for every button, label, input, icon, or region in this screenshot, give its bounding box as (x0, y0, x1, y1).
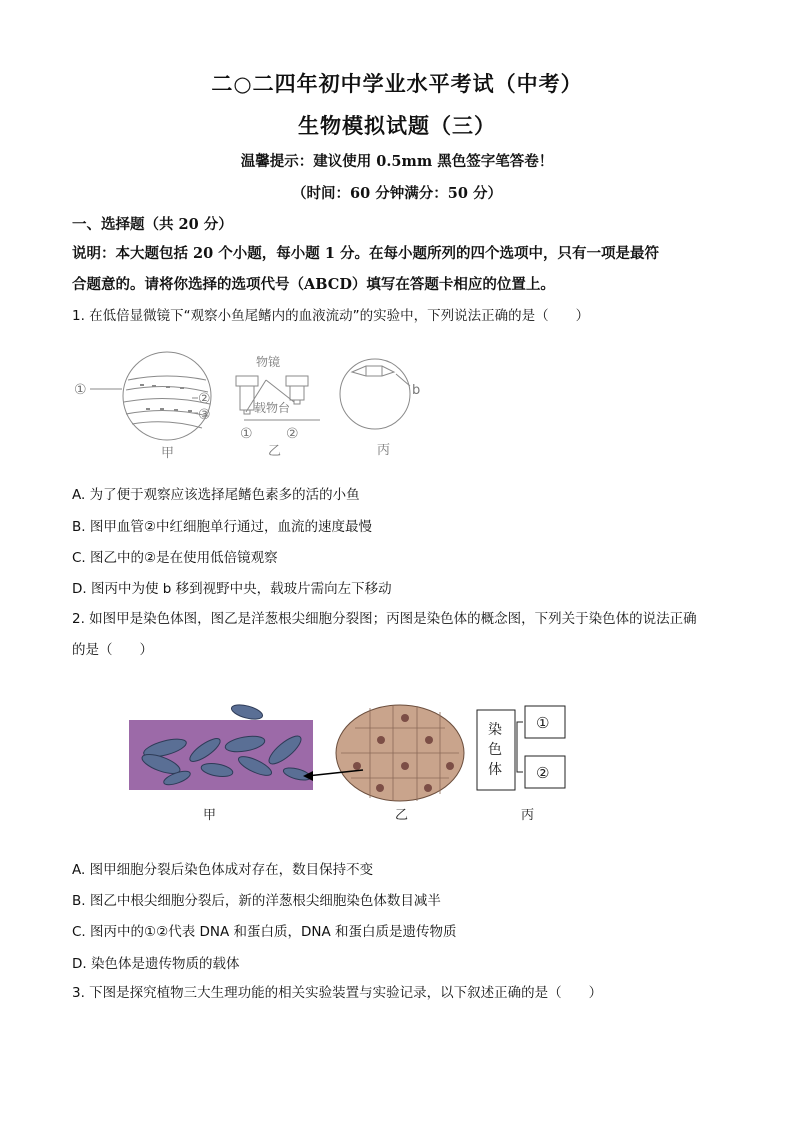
q1-yi-label-1: ① (240, 426, 253, 442)
q1-option-c[interactable]: C. 图乙中的②是在使用低倍镜观察 (72, 550, 278, 566)
exam-time: （时间：60 分钟满分：50 分） (292, 185, 502, 202)
q1-jia-label-3: ③ (198, 407, 211, 423)
q1-yi-label-objective: 物镜 (256, 355, 281, 369)
q2-bing-box-char-2: 色 (488, 742, 502, 758)
q1-option-d[interactable]: D. 图丙中为使 b 移到视野中央，载玻片需向左下移动 (72, 581, 392, 597)
q2-option-d[interactable]: D. 染色体是遗传物质的载体 (72, 956, 240, 972)
q2-figure (125, 698, 575, 828)
exam-subtitle: 生物模拟试题（三） (298, 113, 496, 138)
q1-stem: 1. 在低倍显微镜下“观察小鱼尾鳍内的血液流动”的实验中，下列说法正确的是（ ） (72, 308, 590, 324)
q3-stem: 3. 下图是探究植物三大生理功能的相关实验装置与实验记录，以下叙述正确的是（ ） (72, 985, 603, 1001)
q2-option-a[interactable]: A. 图甲细胞分裂后染色体成对存在，数目保持不变 (72, 862, 374, 878)
q1-figure (70, 350, 450, 462)
q2-bing-item-2: ② (536, 764, 550, 782)
q2-caption-yi: 乙 (395, 808, 409, 823)
q1-figure-bing (340, 359, 410, 429)
q1-caption-jia: 甲 (161, 446, 175, 461)
q1-bing-label-b: b (412, 383, 421, 398)
q1-caption-yi: 乙 (268, 444, 282, 459)
q2-bing-box-char-3: 体 (488, 762, 502, 778)
q2-option-c[interactable]: C. 图丙中的①②代表 DNA 和蛋白质，DNA 和蛋白质是遗传物质 (72, 924, 457, 940)
q1-yi-label-2: ② (286, 426, 299, 442)
q2-caption-jia: 甲 (203, 808, 217, 823)
q1-option-a[interactable]: A. 为了便于观察应该选择尾鳍色素多的活的小鱼 (72, 487, 360, 503)
exam-title: 二○二四年初中学业水平考试（中考） (211, 71, 583, 96)
q1-caption-bing: 丙 (377, 443, 391, 458)
q2-stem-2: 的是（ ） (72, 642, 153, 658)
section-instruction-2: 合题意的。请将你选择的选项代号（ABCD）填写在答题卡相应的位置上。 (72, 276, 555, 293)
q1-yi-label-stage: 载物台 (254, 401, 291, 415)
exam-tip: 温馨提示：建议使用 0.5mm 黑色签字笔答卷！ (240, 153, 554, 170)
q1-figure-jia (90, 352, 211, 440)
q2-bing-box-char-1: 染 (488, 722, 502, 738)
section-heading: 一、选择题（共 20 分） (72, 216, 233, 233)
q1-option-b[interactable]: B. 图甲血管②中红细胞单行通过，血流的速度最慢 (72, 519, 372, 535)
q2-figure-jia (129, 702, 313, 790)
q2-option-b[interactable]: B. 图乙中根尖细胞分裂后，新的洋葱根尖细胞染色体数目减半 (72, 893, 441, 909)
section-instruction-1: 说明：本大题包括 20 个小题，每小题 1 分。在每小题所列的四个选项中，只有一项是最符 (72, 245, 659, 262)
q2-stem-1: 2. 如图甲是染色体图，图乙是洋葱根尖细胞分裂图；丙图是染色体的概念图，下列关于染色体的说法正确 (72, 611, 697, 627)
q2-bing-item-1: ① (536, 714, 550, 732)
q2-figure-yi (303, 705, 464, 801)
q2-caption-bing: 丙 (521, 808, 535, 823)
q1-jia-label-2: ② (198, 391, 211, 407)
q1-jia-label-1: ① (74, 382, 87, 398)
